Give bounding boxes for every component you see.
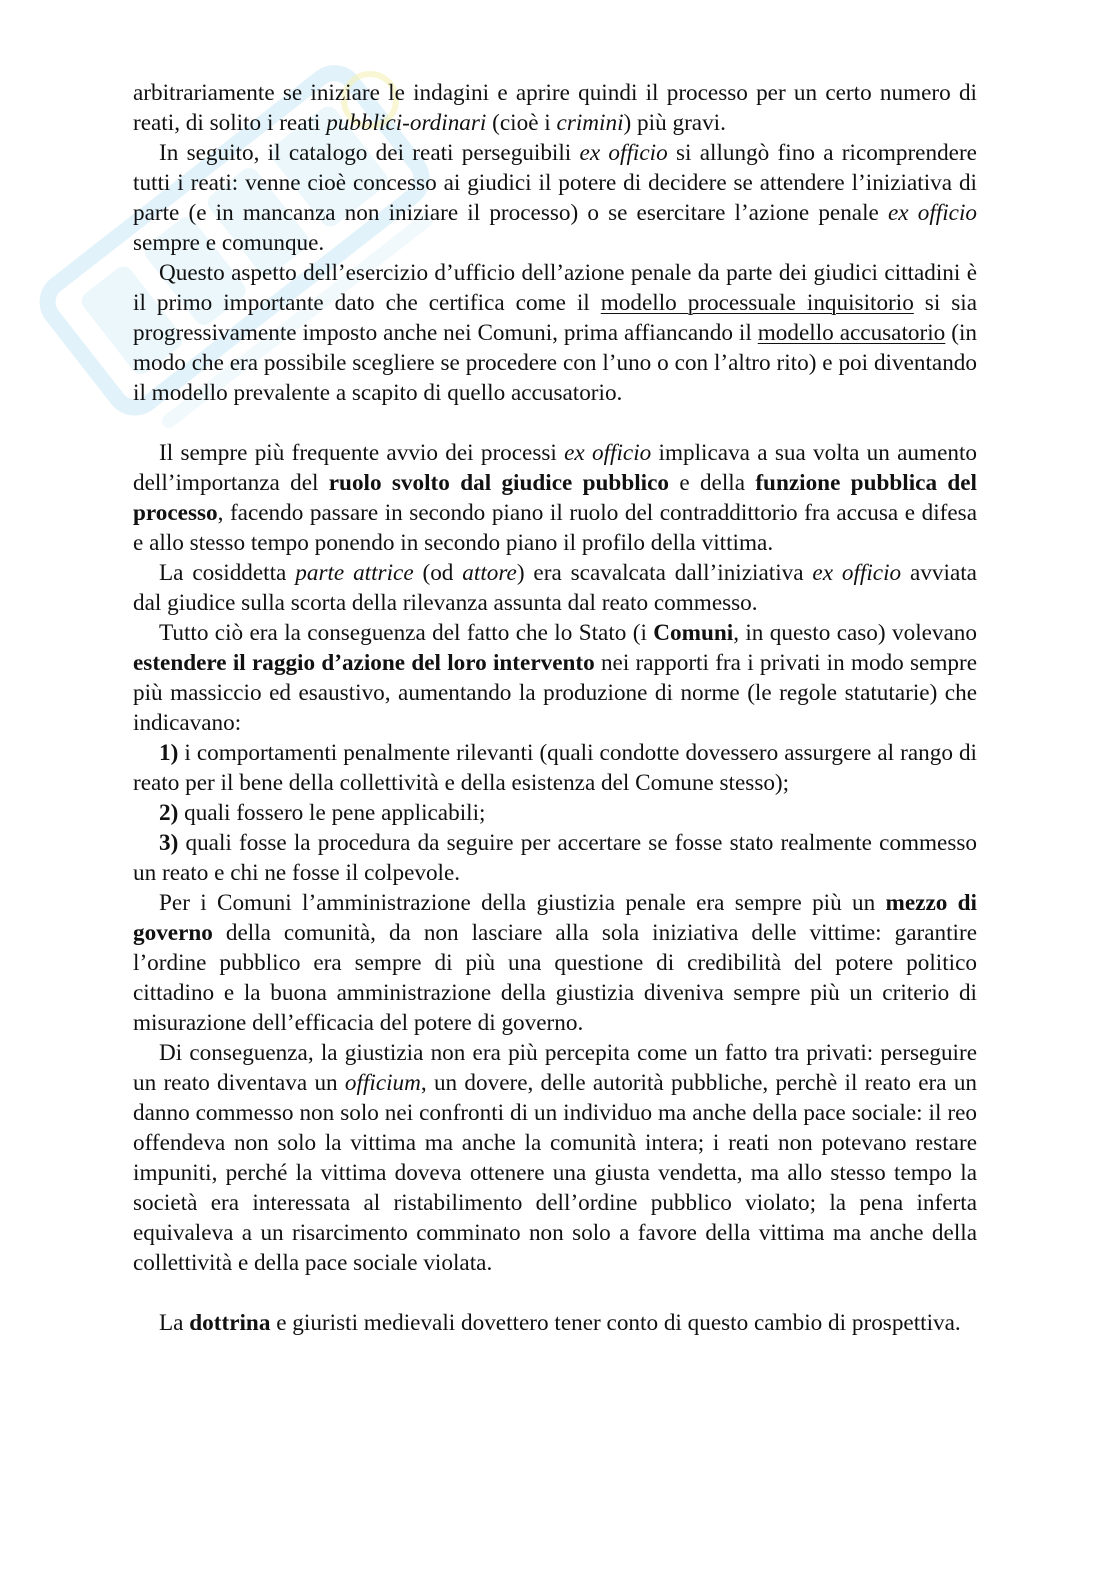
text-run: , un dovere, delle autorità pubbliche, perchè il reato era un danno commesso non solo nei confronti di un individuo ma anche della pace sociale: il reo offendeva non solo la vittima ma anche la comunità intera; i reati non potevano restare impuniti, perché la vittima doveva ottenere una giusta vendetta, ma allo stesso tempo la società era interessata al ristabilimento dell’ordine pubblico violato; la pena inferta equivaleva a un risarcimento comminato non solo a favore della vittima ma anche della collettività e della pace sociale violata. [133, 1070, 978, 1276]
body-text [133, 78, 977, 1338]
italic-text: ex officio [888, 200, 977, 226]
bold-text: 2) [159, 800, 179, 826]
text-run: (cioè i [486, 110, 557, 136]
text-run: , facendo passare in secondo piano il ruolo del contraddittorio fra accusa e difesa e allo stesso tempo ponendo in secondo piano il profilo della vittima. [133, 500, 977, 556]
italic-text: ex officio [564, 440, 652, 466]
text-run: ) era scavalcata dall’iniziativa [516, 560, 813, 586]
paragraph [133, 888, 977, 1038]
text-run: sempre e comunque. [133, 230, 325, 256]
italic-text: attore [462, 560, 517, 586]
paragraph [133, 438, 977, 558]
text-run: In seguito, il catalogo dei reati perseguibili [159, 140, 580, 166]
paragraph [133, 798, 977, 828]
text-run: Tutto ciò era la conseguenza del fatto che lo Stato (i [159, 620, 654, 646]
text-run: quali fosse la procedura da seguire per accertare se fosse stato realmente commesso un reato e chi ne fosse il colpevole. [133, 830, 977, 886]
italic-text: parte attrice [295, 560, 414, 586]
bold-text: 1) [159, 740, 179, 766]
text-run: avviata dal giudice sulla scorta della rilevanza assunta dal reato commesso. [133, 560, 977, 616]
text-run: (in modo che era possibile scegliere se procedere con l’uno o con l’altro rito) e poi diventando il modello prevalente a scapito di quello accusatorio. [133, 320, 977, 406]
italic-text: ex officio [579, 140, 668, 166]
bold-text: dottrina [189, 1310, 271, 1336]
paragraph [133, 258, 977, 408]
text-run: e della [669, 470, 756, 496]
bold-text: mezzo di governo [133, 890, 977, 946]
text-run: Per i Comuni l’amministrazione della giustizia penale era sempre più un [159, 890, 886, 916]
text-run: della comunità, da non lasciare alla sola iniziativa delle vittime: garantire l’ordine pubblico era sempre di più una questione di credibilità del potere politico cittadino e la buona amministrazione della giustizia diveniva sempre più un criterio di misurazione dell’efficacia del potere di governo. [133, 920, 977, 1036]
text-run: La cosiddetta [159, 560, 296, 586]
paragraph [133, 738, 977, 798]
italic-text: crimini [556, 110, 624, 136]
paragraph [133, 828, 977, 888]
bold-text: ruolo svolto dal giudice pubblico [328, 470, 669, 496]
paragraph [133, 558, 977, 618]
bold-text: 3) [159, 830, 179, 856]
text-run: quali fossero le pene applicabili; [178, 800, 486, 826]
text-run: si sia progressivamente imposto anche nei Comuni, prima affiancando il [133, 290, 978, 346]
text-run: nei rapporti fra i privati in modo sempre più massiccio ed esaustivo, aumentando la produzione di norme (le regole statutarie) che indicavano: [133, 650, 977, 736]
text-run: Questo aspetto dell’esercizio d’ufficio dell’azione penale da parte dei giudici cittadini è il primo importante dato che certifica come il [133, 260, 977, 316]
text-run: Il sempre più frequente avvio dei processi [159, 440, 565, 466]
text-run: (od [413, 560, 463, 586]
text-run: implicava a sua volta un aumento dell’importanza del [133, 440, 977, 496]
bold-text: Comuni [653, 620, 734, 646]
text-run: La [159, 1310, 190, 1336]
text-run: i comportamenti penalmente rilevanti (quali condotte dovessero assurgere al rango di reato per il bene della collettività e della esistenza del Comune stesso); [133, 740, 977, 796]
paragraph [133, 1308, 977, 1338]
text-run: , in questo caso) volevano [733, 620, 977, 646]
italic-text: ex officio [812, 560, 902, 586]
paragraph [133, 78, 977, 138]
underlined-text: modello processuale inquisitorio [600, 290, 914, 316]
underlined-text: modello accusatorio [757, 320, 946, 346]
text-run: ) più gravi. [623, 110, 726, 136]
text-run: Di conseguenza, la giustizia non era più percepita come un fatto tra privati: perseguire un reato diventava un [133, 1040, 977, 1096]
text-run: arbitrariamente se iniziare le indagini e aprire quindi il processo per un certo numero di reati, di solito i reati [133, 80, 977, 136]
bold-text: funzione pubblica del processo [133, 470, 977, 526]
text-run: e giuristi medievali dovettero tener conto di questo cambio di prospettiva. [270, 1310, 961, 1336]
paragraph [133, 1038, 977, 1278]
italic-text: pubblici-ordinari [326, 110, 487, 136]
paragraph [133, 618, 977, 738]
text-run: si allungò fino a ricomprendere tutti i reati: venne cioè concesso ai giudici il potere di decidere se attendere l’iniziativa di parte (e in mancanza non iniziare il processo) o se esercitare l’azione penale [133, 140, 977, 226]
italic-text: officium [344, 1070, 421, 1096]
bold-text: estendere il raggio d’azione del loro intervento [133, 650, 595, 676]
paragraph [133, 138, 977, 258]
